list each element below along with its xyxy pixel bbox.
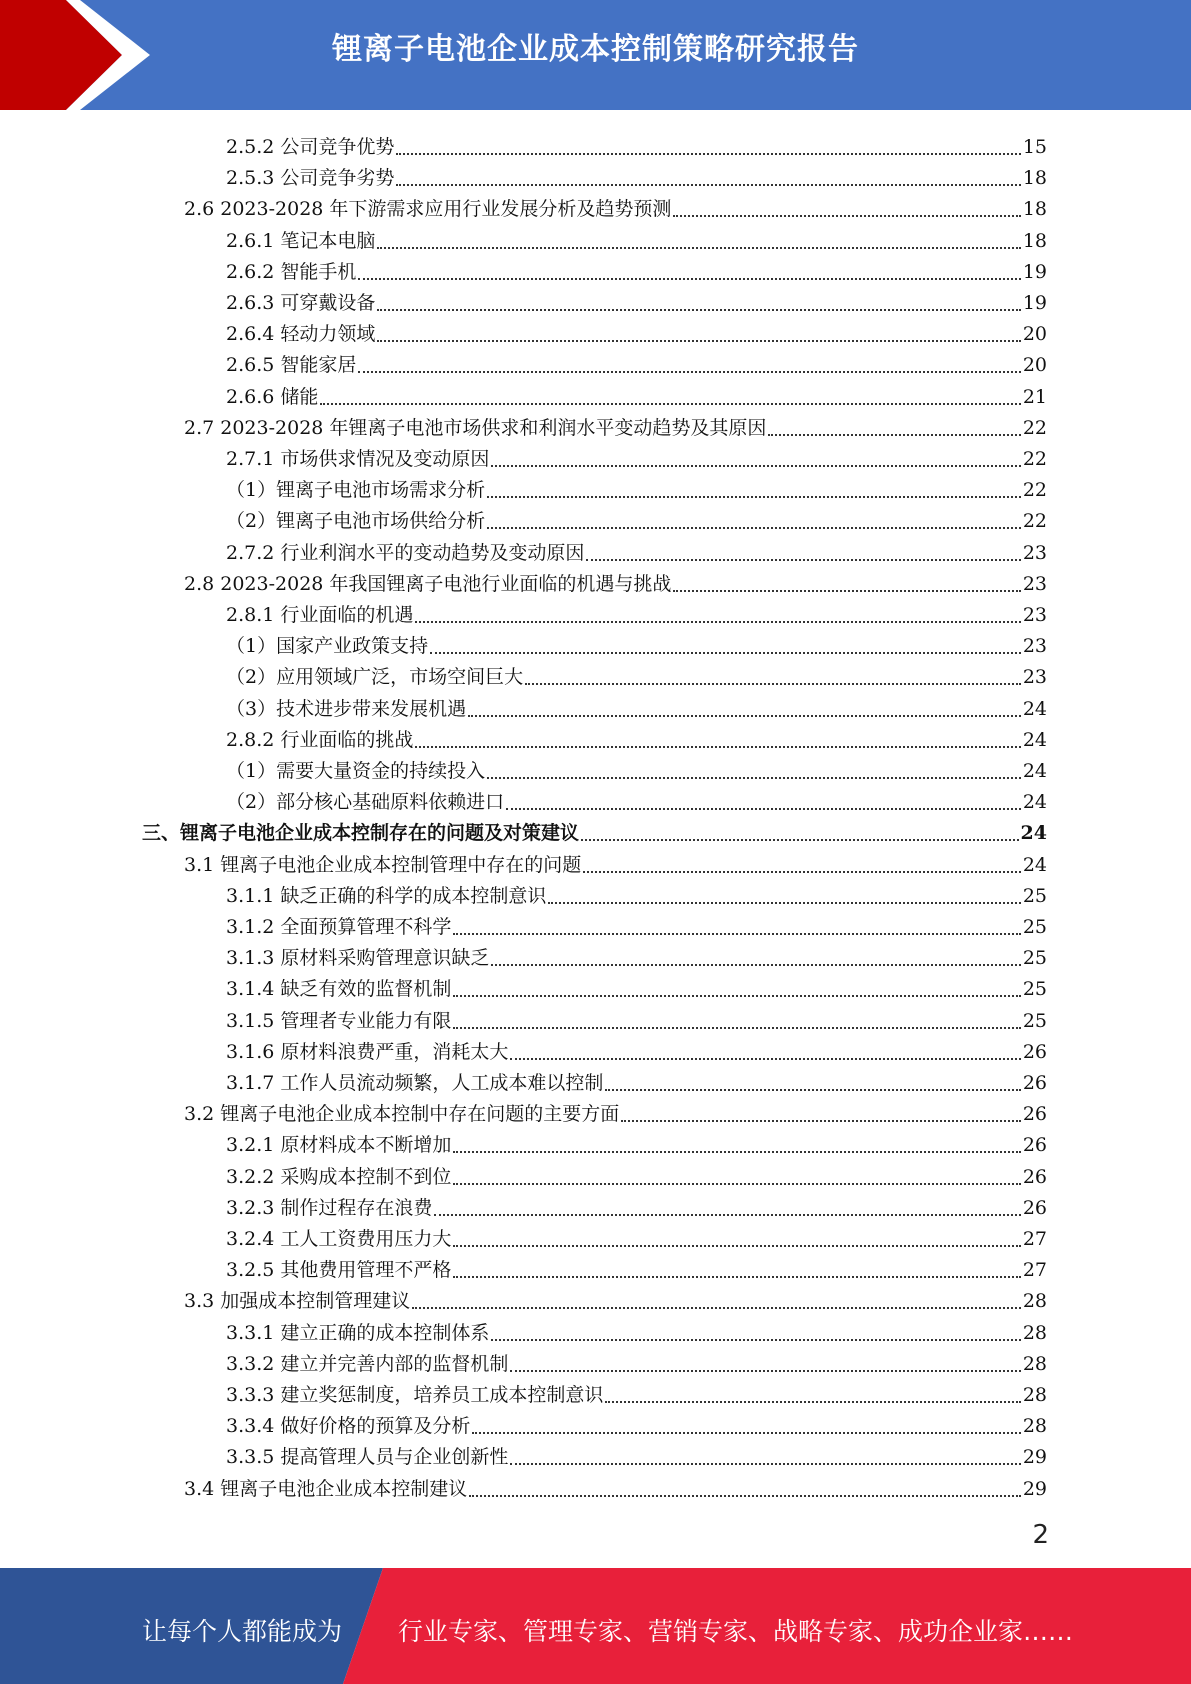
toc-entry-page: 26 <box>1022 1072 1047 1094</box>
toc-entry[interactable] <box>226 1189 1047 1220</box>
toc-entry[interactable] <box>226 1407 1047 1438</box>
toc-entry[interactable] <box>226 346 1047 377</box>
toc-entry-title: 2.6.6 储能 <box>226 385 319 408</box>
toc-entry[interactable] <box>226 1438 1047 1469</box>
toc-entry-page: 26 <box>1022 1103 1047 1126</box>
toc-entry-title: 3.3.1 建立正确的成本控制体系 <box>226 1321 490 1344</box>
toc-entry-page: 24 <box>1022 697 1047 720</box>
toc-entry-title: 3.1.4 缺乏有效的监督机制 <box>226 978 452 1001</box>
toc-entry[interactable] <box>226 1064 1047 1095</box>
toc-entry-page: 22 <box>1022 510 1047 533</box>
toc-entry-page: 28 <box>1022 1352 1047 1375</box>
toc-entry-title: 2.7.1 市场供求情况及变动原因 <box>226 448 490 470</box>
toc-entry-title: 3.2.2 采购成本控制不到位 <box>226 1165 452 1188</box>
toc-entry[interactable] <box>226 970 1047 1001</box>
toc-entry-title: 2.5.3 公司竞争劣势 <box>226 167 395 190</box>
toc-dot-leader <box>453 933 1020 935</box>
toc-entry-page: 24 <box>1020 822 1047 845</box>
toc-entry[interactable] <box>226 1033 1047 1064</box>
toc-dot-leader <box>548 902 1020 904</box>
toc-entry[interactable] <box>226 939 1047 970</box>
toc-dot-leader <box>453 1151 1020 1153</box>
toc-entry-page: 28 <box>1022 1321 1047 1344</box>
toc-entry-title: 3.2.3 制作过程存在浪费 <box>226 1196 433 1219</box>
toc-entry-title: 3.2.4 工人工资费用压力大 <box>226 1228 452 1250</box>
toc-dot-leader <box>768 434 1020 436</box>
report-title: 锂离子电池企业成本控制策略研究报告 <box>332 32 859 67</box>
toc-entry-title: 3.2 锂离子电池企业成本控制中存在问题的主要方面 <box>184 1103 620 1126</box>
toc-entry-page: 28 <box>1022 1415 1047 1438</box>
toc-entry[interactable] <box>184 1095 1047 1126</box>
toc-entry[interactable] <box>184 1282 1047 1313</box>
toc-entry-title: 3.1.3 原材料采购管理意识缺乏 <box>226 947 490 970</box>
toc-entry-page: 23 <box>1022 666 1047 689</box>
toc-dot-leader <box>377 247 1020 249</box>
toc-entry[interactable] <box>226 1376 1047 1407</box>
toc-entry-title: 3.4 锂离子电池企业成本控制建议 <box>184 1477 468 1500</box>
toc-dot-leader <box>487 496 1021 498</box>
toc-entry-page: 26 <box>1022 1196 1047 1219</box>
toc-entry[interactable] <box>226 877 1047 908</box>
toc-entry-page: 23 <box>1022 635 1047 658</box>
toc-entry[interactable] <box>226 1251 1047 1282</box>
toc-dot-leader <box>583 871 1021 873</box>
toc-entry-page: 19 <box>1022 260 1047 283</box>
toc-entry-page: 23 <box>1022 604 1047 626</box>
page-number: 2 <box>1032 1520 1049 1550</box>
toc-entry[interactable] <box>226 222 1047 253</box>
toc-entry[interactable] <box>226 253 1047 284</box>
toc-entry-title: 2.8.1 行业面临的机遇 <box>226 604 414 626</box>
toc-entry[interactable] <box>226 1158 1047 1189</box>
toc-entry[interactable] <box>226 502 1047 533</box>
toc-dot-leader <box>506 808 1021 810</box>
toc-entry[interactable] <box>226 284 1047 315</box>
toc-dot-leader <box>469 1495 1021 1497</box>
toc-entry-title: 3.2.1 原材料成本不断增加 <box>226 1134 452 1157</box>
toc-entry[interactable] <box>226 596 1047 627</box>
toc-entry-page: 20 <box>1022 323 1047 346</box>
toc-entry[interactable] <box>226 440 1047 471</box>
toc-entry-page: 27 <box>1022 1228 1047 1250</box>
toc-entry-title: 2.7.2 行业利润水平的变动趋势及变动原因 <box>226 541 585 564</box>
toc-entry-page: 24 <box>1022 791 1047 814</box>
toc-dot-leader <box>581 839 1019 841</box>
toc-entry-page: 25 <box>1022 978 1047 1001</box>
toc-entry[interactable] <box>226 783 1047 814</box>
toc-dot-leader <box>491 1339 1020 1341</box>
toc-entry-page: 27 <box>1022 1259 1047 1282</box>
toc-entry-title: 2.6.5 智能家居 <box>226 354 357 377</box>
toc-dot-leader <box>673 215 1020 217</box>
toc-entry[interactable] <box>226 128 1047 159</box>
toc-entry[interactable] <box>226 752 1047 783</box>
toc-dot-leader <box>586 559 1020 561</box>
toc-entry-title: 3.1.1 缺乏正确的科学的成本控制意识 <box>226 884 547 907</box>
toc-entry-page: 20 <box>1022 354 1047 377</box>
toc-entry[interactable] <box>184 565 1047 596</box>
toc-entry-page: 26 <box>1022 1165 1047 1188</box>
toc-entry-page: 15 <box>1022 136 1047 158</box>
footer-slogan-left: 让每个人都能成为 <box>142 1617 343 1646</box>
toc-dot-leader <box>412 1307 1021 1309</box>
toc-entry-page: 24 <box>1022 728 1047 751</box>
toc-entry[interactable] <box>184 1470 1047 1501</box>
toc-entry-title: （2）锂离子电池市场供给分析 <box>226 510 486 533</box>
toc-dot-leader <box>510 1370 1020 1372</box>
toc-dot-leader <box>453 1276 1020 1278</box>
toc-dot-leader <box>510 1058 1020 1060</box>
toc-dot-leader <box>430 652 1021 654</box>
toc-entry-page: 23 <box>1022 541 1047 564</box>
toc-dot-leader <box>605 1401 1020 1403</box>
toc-entry-title: 3.1.5 管理者专业能力有限 <box>226 1009 452 1032</box>
toc-dot-leader <box>621 1120 1021 1122</box>
toc-entry[interactable] <box>226 471 1047 502</box>
footer-slogan-right: 行业专家、管理专家、营销专家、战略专家、成功企业家…… <box>398 1617 1074 1646</box>
toc-entry-title: 3.3.5 提高管理人员与企业创新性 <box>226 1446 509 1469</box>
toc-dot-leader <box>396 153 1020 155</box>
toc-entry[interactable] <box>226 1345 1047 1376</box>
toc-entry[interactable] <box>142 814 1047 845</box>
toc-entry-title: 2.6 2023-2028 年下游需求应用行业发展分析及趋势预测 <box>184 198 672 221</box>
toc-dot-leader <box>510 1463 1020 1465</box>
toc-entry[interactable] <box>184 409 1047 440</box>
toc-entry-page: 29 <box>1022 1446 1047 1469</box>
toc-entry-title: 2.8 2023-2028 年我国锂离子电池行业面临的机遇与挑战 <box>184 572 672 595</box>
page-header <box>0 0 1191 110</box>
toc-entry[interactable] <box>226 627 1047 658</box>
toc-entry-page: 18 <box>1022 198 1047 221</box>
toc-entry-page: 22 <box>1022 416 1047 439</box>
toc-entry[interactable] <box>226 658 1047 689</box>
toc-entry-page: 23 <box>1022 572 1047 595</box>
toc-entry[interactable] <box>226 1314 1047 1345</box>
toc-dot-leader <box>358 278 1020 280</box>
toc-dot-leader <box>525 683 1021 685</box>
toc-dot-leader <box>487 527 1021 529</box>
toc-entry-page: 21 <box>1022 385 1047 408</box>
toc-entry-title: 2.6.4 轻动力领域 <box>226 323 376 346</box>
toc-dot-leader <box>673 590 1020 592</box>
toc-entry-title: （1）需要大量资金的持续投入 <box>226 760 486 782</box>
toc-dot-leader <box>605 1089 1020 1091</box>
toc-entry[interactable] <box>226 534 1047 565</box>
toc-dot-leader <box>453 995 1020 997</box>
toc-dot-leader <box>415 621 1020 623</box>
toc-entry-title: （3）技术进步带来发展机遇 <box>226 697 467 720</box>
toc-entry[interactable] <box>226 159 1047 190</box>
toc-dot-leader <box>472 1432 1020 1434</box>
toc-entry-page: 26 <box>1022 1134 1047 1157</box>
toc-entry-title: 3.2.5 其他费用管理不严格 <box>226 1259 452 1282</box>
toc-entry-page: 24 <box>1022 853 1047 876</box>
toc-entry-title: （2）部分核心基础原料依赖进口 <box>226 791 505 814</box>
toc-entry-title: 2.6.2 智能手机 <box>226 260 357 283</box>
toc-entry-title: 2.6.3 可穿戴设备 <box>226 292 376 314</box>
toc-dot-leader <box>377 309 1020 311</box>
toc-entry-title: 3.1.2 全面预算管理不科学 <box>226 916 452 938</box>
toc-entry-title: 2.8.2 行业面临的挑战 <box>226 728 414 751</box>
toc-entry[interactable] <box>226 1126 1047 1157</box>
toc-entry-page: 25 <box>1022 916 1047 938</box>
toc-entry-title: 2.6.1 笔记本电脑 <box>226 229 376 252</box>
toc-entry-title: 3.1.7 工作人员流动频繁，人工成本难以控制 <box>226 1072 604 1094</box>
toc-entry[interactable] <box>226 690 1047 721</box>
toc-entry-page: 19 <box>1022 292 1047 314</box>
toc-entry-title: 2.5.2 公司竞争优势 <box>226 136 395 158</box>
toc-entry-page: 25 <box>1022 884 1047 907</box>
toc-entry-title: 3.3 加强成本控制管理建议 <box>184 1290 411 1313</box>
toc-dot-leader <box>453 1245 1020 1247</box>
toc-entry-title: 2.7 2023-2028 年锂离子电池市场供求和利润水平变动趋势及其原因 <box>184 416 767 439</box>
toc-entry[interactable] <box>226 378 1047 409</box>
toc-entry-page: 26 <box>1022 1040 1047 1063</box>
toc-entry[interactable] <box>184 846 1047 877</box>
toc-entry-title: 3.3.2 建立并完善内部的监督机制 <box>226 1352 509 1375</box>
toc-entry-title: 3.3.3 建立奖惩制度，培养员工成本控制意识 <box>226 1384 604 1406</box>
toc-dot-leader <box>453 1183 1020 1185</box>
toc-entry[interactable] <box>226 1002 1047 1033</box>
toc-entry-title: 3.1.6 原材料浪费严重，消耗太大 <box>226 1040 509 1063</box>
toc-dot-leader <box>487 777 1021 779</box>
toc-entry-page: 28 <box>1022 1290 1047 1313</box>
toc-entry-title: （2）应用领域广泛，市场空间巨大 <box>226 666 524 689</box>
toc-entry-title: （1）锂离子电池市场需求分析 <box>226 479 486 502</box>
toc-dot-leader <box>396 184 1020 186</box>
toc-entry-page: 24 <box>1022 760 1047 782</box>
toc-dot-leader <box>320 403 1020 405</box>
toc-entry-page: 18 <box>1022 229 1047 252</box>
toc-entry-page: 22 <box>1022 479 1047 502</box>
toc-dot-leader <box>491 964 1020 966</box>
toc-entry[interactable] <box>226 721 1047 752</box>
toc-entry-page: 18 <box>1022 167 1047 190</box>
toc-dot-leader <box>434 1214 1020 1216</box>
toc-entry[interactable] <box>226 315 1047 346</box>
toc-dot-leader <box>415 746 1020 748</box>
toc-entry-title: 3.3.4 做好价格的预算及分析 <box>226 1415 471 1438</box>
toc-dot-leader <box>468 715 1021 717</box>
toc-entry[interactable] <box>226 1220 1047 1251</box>
toc-entry-title: 3.1 锂离子电池企业成本控制管理中存在的问题 <box>184 853 582 876</box>
toc-entry[interactable] <box>184 190 1047 221</box>
toc-entry-page: 29 <box>1022 1477 1047 1500</box>
toc-entry-page: 25 <box>1022 1009 1047 1032</box>
toc-entry-page: 25 <box>1022 947 1047 970</box>
toc-entry-title: 三、锂离子电池企业成本控制存在的问题及对策建议 <box>142 822 580 845</box>
toc-entry[interactable] <box>226 908 1047 939</box>
toc-dot-leader <box>358 371 1020 373</box>
toc-entry-page: 28 <box>1022 1384 1047 1406</box>
toc-entry-title: （1）国家产业政策支持 <box>226 635 429 658</box>
toc-entry-page: 22 <box>1022 448 1047 470</box>
toc-dot-leader <box>377 340 1020 342</box>
toc-dot-leader <box>491 465 1020 467</box>
toc-dot-leader <box>453 1027 1020 1029</box>
